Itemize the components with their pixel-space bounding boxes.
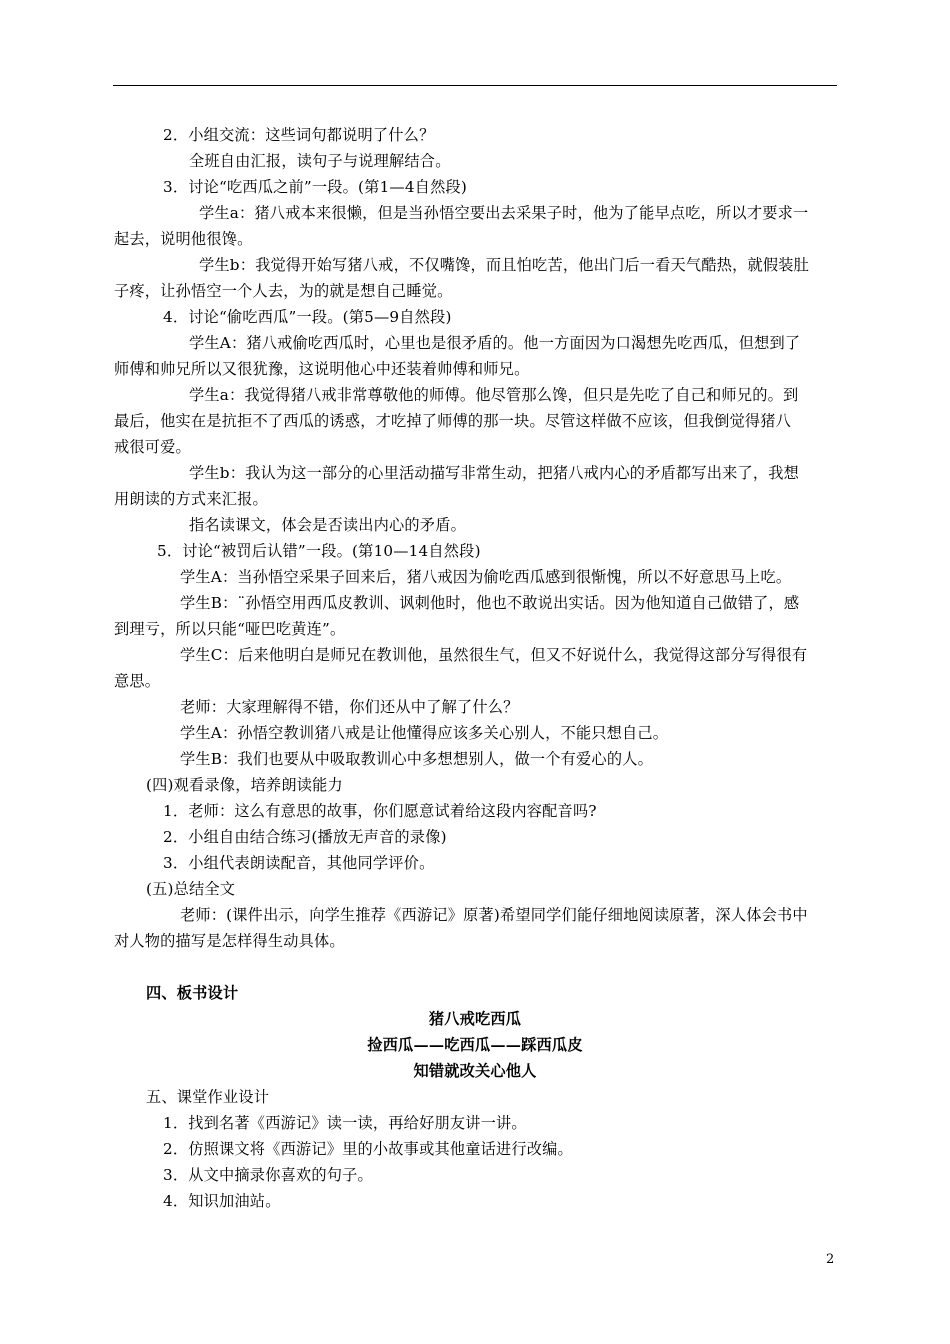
text-line: 2．小组交流：这些词句都说明了什么？ <box>163 126 435 144</box>
text-line: 最后，他实在是抗拒不了西瓜的诱惑，才吃掉了师傅的那一块。尽管这样做不应该，但我倒觉得猪八 <box>114 412 792 430</box>
section-heading: 四、板书设计 <box>146 984 239 1002</box>
list-item: 1．找到名著《西游记》读一读，再给好朋友讲一讲。 <box>163 1114 527 1132</box>
text-line: 2．小组自由结合练习(播放无声音的录像) <box>163 828 447 846</box>
text-line: 学生C：后来他明白是师兄在教训他，虽然很生气，但又不好说什么，我觉得这部分写得很有 <box>180 646 808 664</box>
text-line: 子疼，让孙悟空一个人去，为的就是想自己睡觉。 <box>114 282 453 300</box>
section-heading: (五)总结全文 <box>146 880 236 898</box>
text-line: 学生a：猪八戒本来很懒，但是当孙悟空要出去采果子时，他为了能早点吃，所以才要求一 <box>199 204 809 222</box>
text-line: 戒很可爱。 <box>114 438 191 456</box>
list-item: 2．仿照课文将《西游记》里的小故事或其他童话进行改编。 <box>163 1140 573 1158</box>
text-line: 老师：大家理解得不错，你们还从中了解了什么？ <box>180 698 519 716</box>
text-line: 对人物的描写是怎样得生动具体。 <box>114 932 345 950</box>
board-line: 知错就改关心他人 <box>413 1062 537 1080</box>
text-line: 用朗读的方式来汇报。 <box>114 490 268 508</box>
text-line: 学生A：猪八戒偷吃西瓜时，心里也是很矛盾的。他一方面因为口渴想先吃西瓜，但想到了 <box>189 334 801 352</box>
text-line: 学生b：我认为这一部分的心里活动描写非常生动，把猪八戒内心的矛盾都写出来了，我想 <box>189 464 800 482</box>
list-item: 3．从文中摘录你喜欢的句子。 <box>163 1166 373 1184</box>
text-line: 师傅和帅兄所以又很犹豫，这说明他心中还装着帅傅和师兄。 <box>114 360 530 378</box>
header-rule <box>113 85 837 86</box>
text-line: 学生A：当孙悟空采果子回来后，猪八戒因为偷吃西瓜感到很惭愧，所以不好意思马上吃。 <box>180 568 792 586</box>
text-line: 到理亏，所以只能“哑巴吃黄连”。 <box>114 620 346 638</box>
text-line: 3．小组代表朗读配音，其他同学评价。 <box>163 854 435 872</box>
section-heading: 五、课堂作业设计 <box>146 1088 270 1106</box>
text-line: 学生B：我们也要从中吸取教训心中多想想别人，做一个有爱心的人。 <box>180 750 653 768</box>
text-line: 全班自由汇报，读句子与说理解结合。 <box>189 152 451 170</box>
text-line: 4．讨论“偷吃西瓜”一段。(第5—9自然段) <box>163 308 452 326</box>
text-line: 3．讨论“吃西瓜之前”一段。(第1—4自然段) <box>163 178 467 196</box>
text-line: 指名读课文，体会是否读出内心的矛盾。 <box>189 516 466 534</box>
page-number: 2 <box>826 1252 835 1267</box>
section-heading: (四)观看录像，培养朗读能力 <box>146 776 343 794</box>
text-line: 学生b：我觉得开始写猪八戒，不仅嘴馋，而且怕吃苦，他出门后一看天气酷热，就假装肚 <box>199 256 810 274</box>
text-line: 学生B：¨孙悟空用西瓜皮教训、讽刺他时，他也不敢说出实话。因为他知道自己做错了，感 <box>180 594 800 612</box>
board-line: 捡西瓜——吃西瓜——踩西瓜皮 <box>367 1036 583 1054</box>
text-line: 5．讨论“被罚后认错”一段。(第10—14自然段) <box>157 542 481 560</box>
board-title: 猪八戒吃西瓜 <box>428 1010 522 1028</box>
text-line: 学生a：我觉得猪八戒非常尊敬他的师傅。他尽管那么馋，但只是先吃了自己和师兄的。到 <box>189 386 799 404</box>
text-line: 老师：(课件出示，向学生推荐《西游记》原著)希望同学们能仔细地阅读原著，深人体会书中 <box>180 906 808 924</box>
text-line: 意思。 <box>114 672 161 690</box>
text-line: 起去，说明他很馋。 <box>114 230 253 248</box>
list-item: 4．知识加油站。 <box>163 1192 281 1210</box>
text-line: 1．老师：这么有意思的故事，你们愿意试着给这段内容配音吗? <box>163 802 597 820</box>
text-line: 学生A：孙悟空教训猪八戒是让他懂得应该多关心别人，不能只想自己。 <box>180 724 669 742</box>
